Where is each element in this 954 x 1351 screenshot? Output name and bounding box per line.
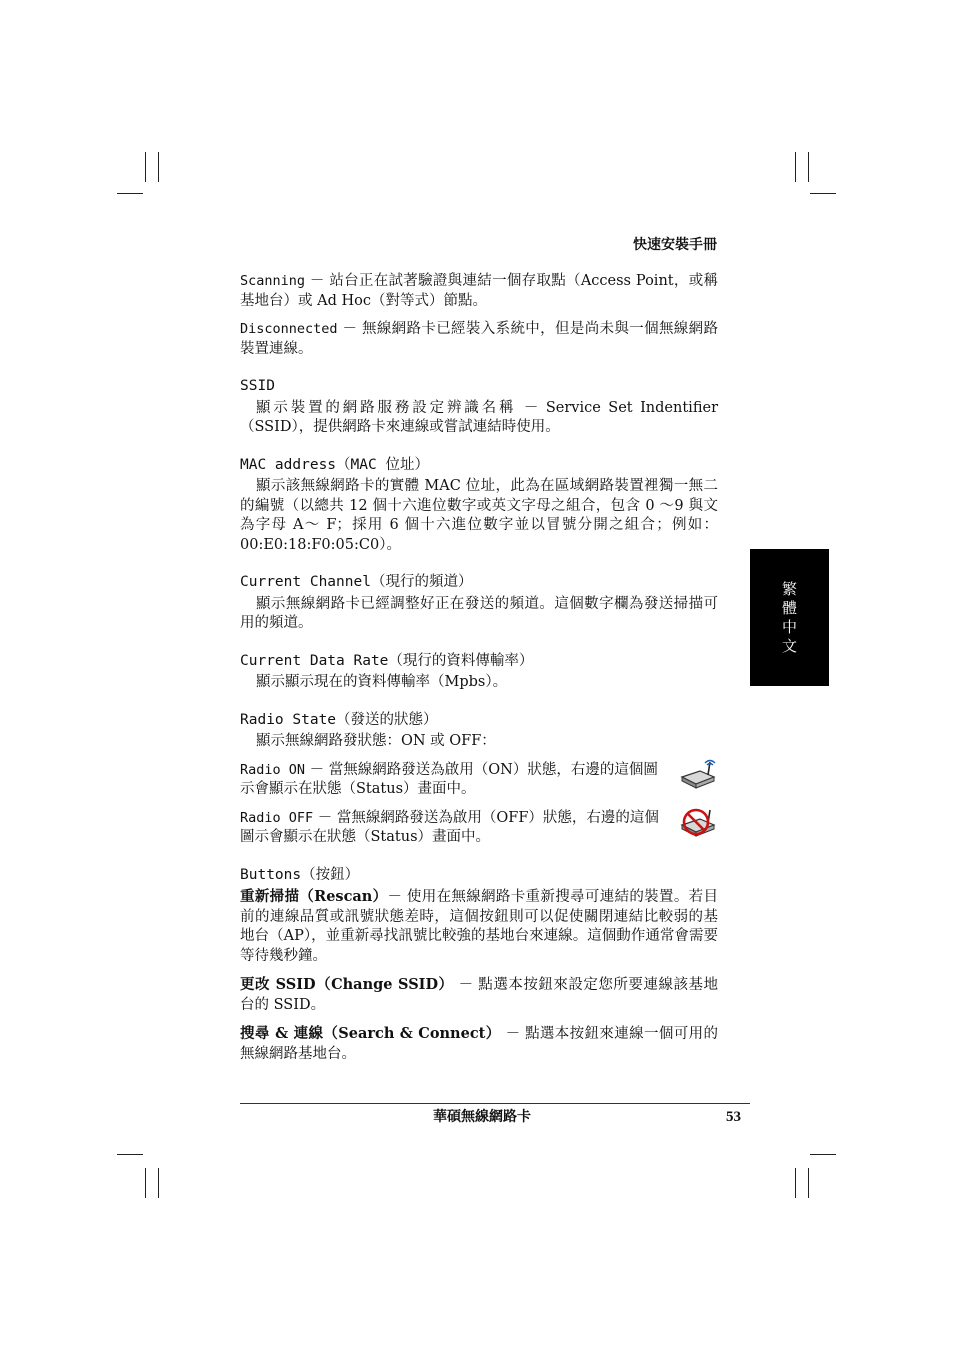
mac-body: 顯示該無線網路卡的實體 MAC 位址，此為在區域網路裝置裡獨一無二的編號（以總共 12 個十六進位數字或英文字母之組合，包含 0 ～9 與文為字母 A～ F；採用 6 個十六進位數字並以冒號分開之組合；例如：00:E0:18:F0:05:C0）。 xyxy=(240,478,718,553)
crop-mark xyxy=(158,152,159,182)
radio-on-icon xyxy=(678,757,718,791)
rescan-item xyxy=(240,887,718,966)
search-connect-item xyxy=(240,1024,718,1064)
ssid-body: 顯示裝置的網路服務設定辨識名稱 － Service Set Indentifier（SSID），提供網路卡來連線或嘗試連結時使用。 xyxy=(240,399,718,435)
crop-mark xyxy=(145,1168,146,1198)
radio-on-desc: － 當無線網路發送為啟用（ON）狀態，右邊的這個圖示會顯示在狀態（Status）畫面中。 xyxy=(240,761,658,797)
button-term: 重新掃描（Rescan） xyxy=(240,888,388,905)
crop-mark xyxy=(808,1168,809,1198)
radio-state-body: 顯示無線網路發狀態：ON 或 OFF： xyxy=(256,733,496,749)
running-header: 快速安裝手冊 xyxy=(633,237,717,253)
radio-off-desc: － 當無線網路發送為啟用（OFF）狀態，右邊的這個圖示會顯示在狀態（Status）畫面中。 xyxy=(240,809,659,845)
crop-mark xyxy=(145,152,146,182)
button-term: 更改 SSID（Change SSID） xyxy=(240,976,454,993)
crop-mark xyxy=(810,1154,836,1155)
language-tab xyxy=(750,549,829,686)
crop-mark xyxy=(795,1168,796,1198)
button-term: 搜尋 & 連線（Search & Connect） xyxy=(240,1025,501,1042)
data-rate-heading: Current Data Rate（現行的資料傳輸率） xyxy=(240,652,534,669)
radio-on-term: Radio ON xyxy=(240,761,306,778)
crop-mark xyxy=(117,193,143,194)
status-desc: － 站台正在試著驗證與連結一個存取點（Access Point，或稱基地台）或 Ad Hoc（對等式）節點。 xyxy=(240,273,718,309)
radio-state-heading: Radio State（發送的狀態） xyxy=(240,711,438,728)
crop-mark xyxy=(810,193,836,194)
status-disconnected xyxy=(240,320,718,359)
button-desc: － 點選本按鈕來連線一個可用的無線網路基地台。 xyxy=(240,1026,719,1062)
status-desc: － 無線網路卡已經裝入系統中，但是尚未與一個無線網路裝置連線。 xyxy=(240,321,718,357)
radio-on-item xyxy=(240,761,718,800)
buttons-heading: Buttons（按鈕） xyxy=(240,866,360,883)
page-number: 53 xyxy=(726,1109,741,1125)
crop-mark xyxy=(795,152,796,182)
crop-mark xyxy=(808,152,809,182)
footer-title: 華碩無線網路卡 xyxy=(433,1109,531,1125)
status-scanning xyxy=(240,272,718,311)
radio-off-term: Radio OFF xyxy=(240,809,314,826)
ssid-heading: SSID xyxy=(240,378,275,394)
channel-heading: Current Channel（現行的頻道） xyxy=(240,574,473,590)
crop-mark xyxy=(158,1168,159,1198)
radio-off-item xyxy=(240,809,718,848)
button-desc: － 使用在無線網路卡重新搜尋可連結的裝置。若目前的連線品質或訊號狀態差時，這個按鈕則可以促使關閉連結比較弱的基地台（AP），並重新尋找訊號比較強的基地台來連線。這個動作通常會需要等待幾秒鐘。 xyxy=(240,889,718,964)
status-term: Disconnected xyxy=(240,321,338,337)
channel-body: 顯示無線網路卡已經調整好正在發送的頻道。這個數字欄為發送掃描可用的頻道。 xyxy=(240,595,718,631)
radio-off-icon xyxy=(678,805,718,839)
button-desc: － 點選本按鈕來設定您所要連線該基地台的 SSID。 xyxy=(240,977,719,1013)
page-content xyxy=(240,272,718,1073)
crop-mark xyxy=(117,1154,143,1155)
data-rate-body: 顯示顯示現在的資料傳輸率（Mpbs）。 xyxy=(256,674,508,690)
language-tab-label: 繁體中文 xyxy=(781,579,797,655)
status-term: Scanning xyxy=(240,273,306,289)
mac-heading: MAC address（MAC 位址） xyxy=(240,456,429,473)
footer-divider xyxy=(240,1103,750,1104)
change-ssid-item xyxy=(240,975,718,1015)
